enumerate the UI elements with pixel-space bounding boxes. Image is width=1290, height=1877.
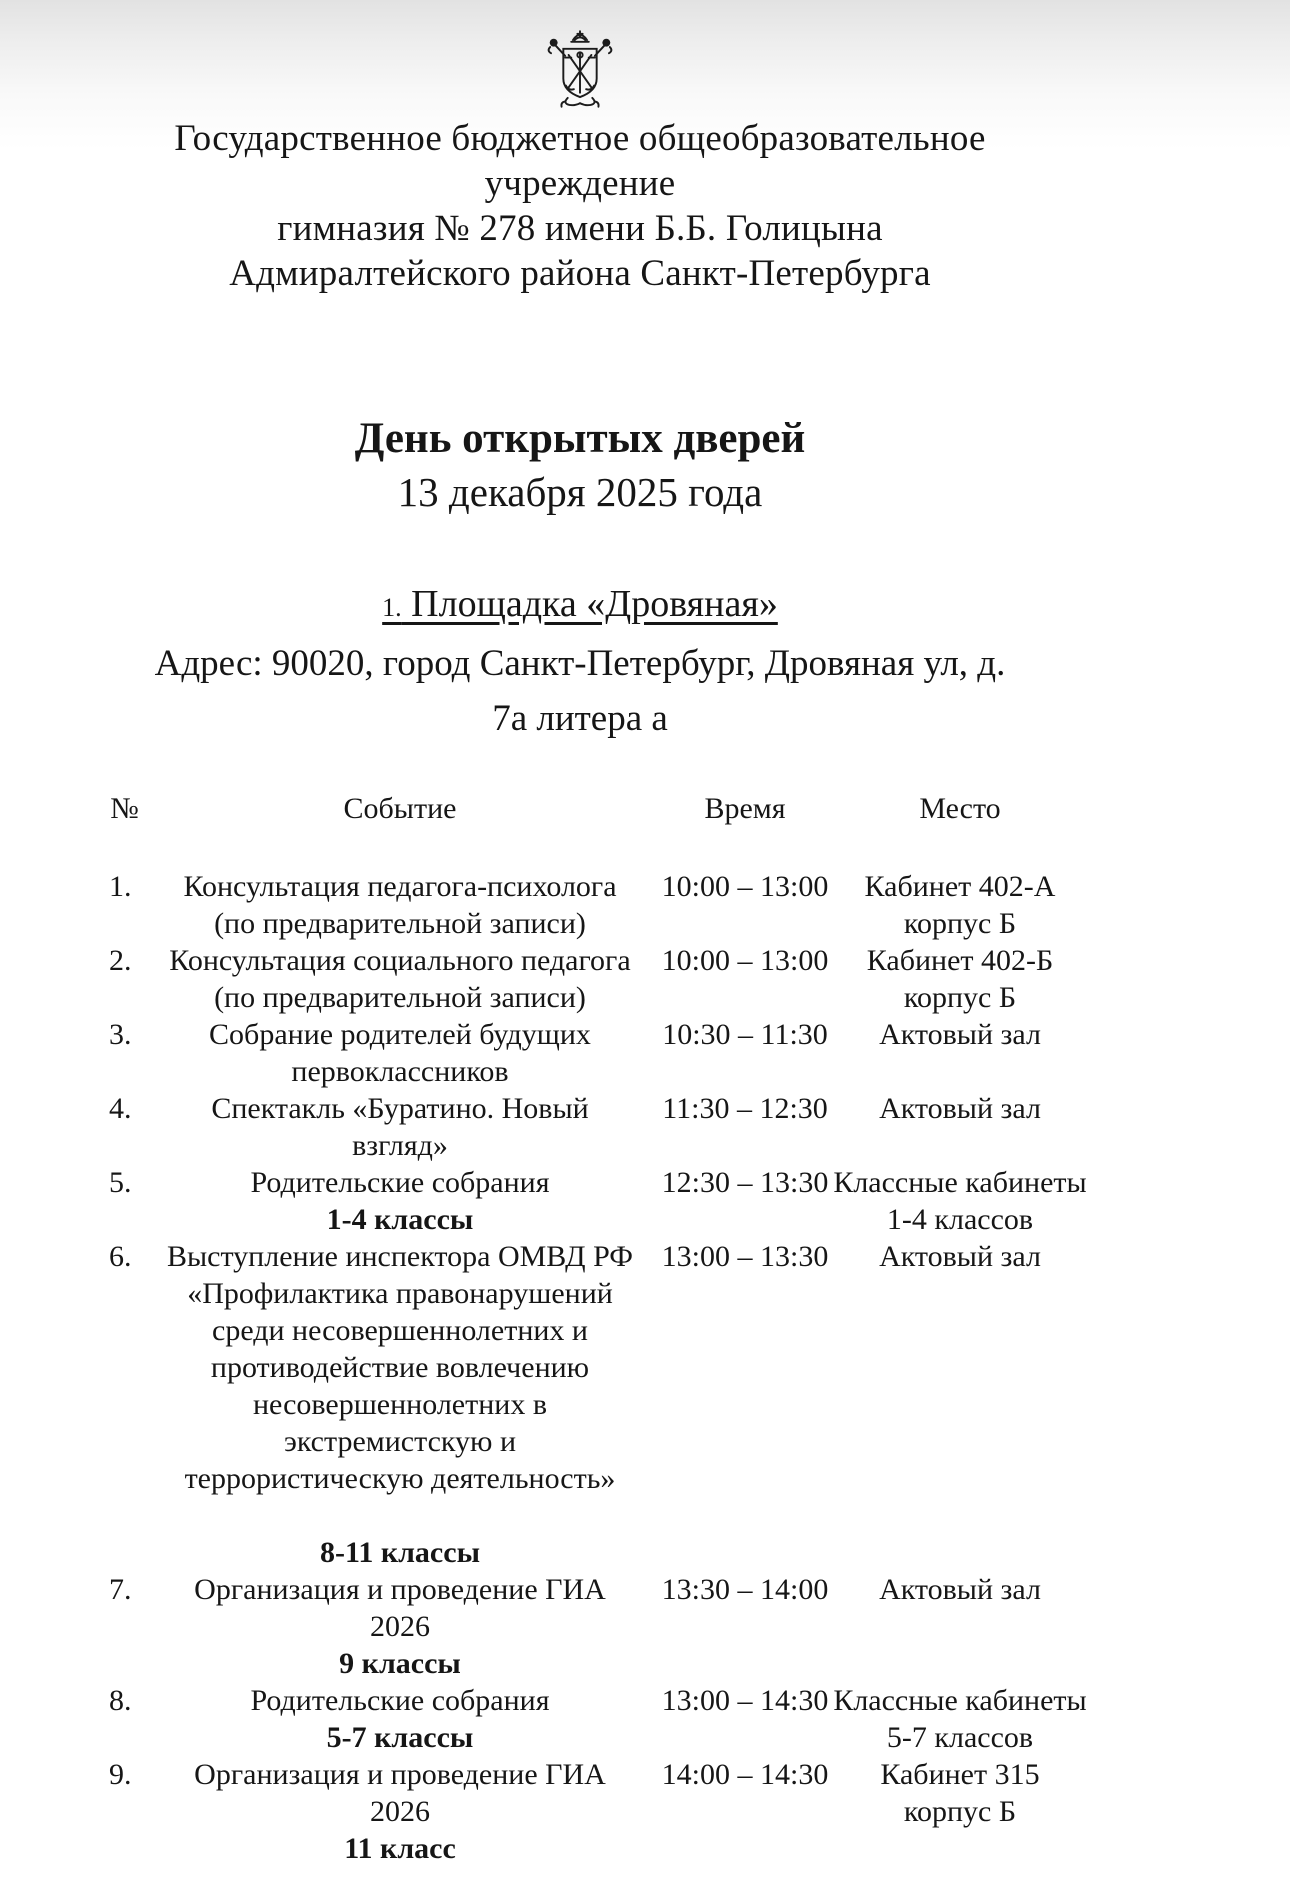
- event-classes-line: 9 классы: [339, 1647, 461, 1680]
- event-cell: [140, 1164, 660, 1238]
- text-line: 2026: [370, 1795, 430, 1828]
- text-line: Консультация педагога-психолога: [183, 870, 617, 903]
- table-row: [95, 942, 1090, 1016]
- row-number: 9.: [109, 1758, 132, 1791]
- text-line: среди несовершеннолетних и: [212, 1314, 588, 1347]
- event-cell: [140, 1238, 660, 1571]
- text-line: противодействие вовлечению: [210, 1351, 590, 1384]
- event-cell: [140, 1016, 660, 1090]
- time-cell: 10:00 – 13:00: [661, 944, 829, 977]
- text-line: Организация и проведение ГИА: [194, 1758, 606, 1791]
- text-line: 5-7 классов: [886, 1721, 1034, 1754]
- place-cell: [830, 1164, 1090, 1238]
- place-cell: [830, 1090, 1090, 1164]
- table-row: [95, 1571, 1090, 1682]
- venue-number: 1.: [382, 593, 402, 622]
- text-line: Спектакль «Буратино. Новый: [211, 1092, 589, 1125]
- row-number: 5.: [109, 1166, 132, 1199]
- address-line: Адрес: 90020, город Санкт-Петербург, Дровяная ул, д.: [154, 643, 1006, 684]
- row-number: 6.: [109, 1240, 132, 1273]
- text-line: корпус Б: [903, 907, 1017, 940]
- time-cell: 12:30 – 13:30: [661, 1166, 829, 1199]
- text-line: Актовый зал: [879, 1018, 1041, 1051]
- event-cell: [140, 868, 660, 942]
- text-line: Классные кабинеты: [833, 1684, 1087, 1717]
- text-line: взгляд»: [352, 1129, 448, 1162]
- text-line: [140, 1497, 660, 1534]
- schedule-rows: [95, 868, 1090, 1867]
- text-line: (по предварительной записи): [214, 981, 586, 1014]
- table-row: [95, 1756, 1090, 1867]
- place-cell: [830, 1238, 1090, 1571]
- row-number: 3.: [109, 1018, 132, 1051]
- text-line: Выступление инспектора ОМВД РФ: [166, 1240, 633, 1273]
- text-line: Актовый зал: [879, 1573, 1041, 1606]
- text-line: корпус Б: [903, 981, 1017, 1014]
- venue-heading: [0, 580, 1160, 632]
- row-number: 8.: [109, 1684, 132, 1717]
- text-line: (по предварительной записи): [214, 907, 586, 940]
- event-date: 13 декабря 2025 года: [397, 469, 763, 515]
- org-name: [0, 116, 1160, 296]
- venue-name: Площадка «Дровяная»: [401, 583, 778, 625]
- row-number: 7.: [109, 1573, 132, 1606]
- text-line: Собрание родителей будущих: [209, 1018, 591, 1051]
- header-place: Место: [919, 792, 1001, 825]
- place-cell: [830, 1016, 1090, 1090]
- event-classes-line: 8-11 классы: [319, 1536, 480, 1569]
- org-line: Адмиралтейского района Санкт-Петербурга: [229, 253, 931, 294]
- table-row: [95, 868, 1090, 942]
- table-row: [95, 1238, 1090, 1571]
- text-line: Организация и проведение ГИА: [194, 1573, 606, 1606]
- venue-address: [0, 636, 1160, 746]
- text-line: Классные кабинеты: [833, 1166, 1087, 1199]
- row-number: 2.: [109, 944, 132, 977]
- org-line: Государственное бюджетное общеобразовательное: [174, 118, 986, 159]
- header-time: Время: [704, 792, 786, 825]
- time-cell: 11:30 – 12:30: [662, 1092, 828, 1125]
- row-number: 1.: [109, 870, 132, 903]
- text-line: Кабинет 402-А: [864, 870, 1056, 903]
- text-line: Родительские собрания: [250, 1684, 550, 1717]
- text-line: Актовый зал: [879, 1092, 1041, 1125]
- place-cell: [830, 1682, 1090, 1756]
- event-cell: [140, 942, 660, 1016]
- header-num: №: [110, 792, 139, 825]
- event-classes-line: 11 класс: [344, 1832, 456, 1865]
- text-line: Консультация социального педагога: [169, 944, 631, 977]
- row-number: 4.: [109, 1092, 132, 1125]
- time-cell: 13:00 – 13:30: [661, 1240, 829, 1273]
- schedule-table: [95, 790, 1090, 1867]
- table-row: [95, 1090, 1090, 1164]
- page-title: День открытых дверей: [354, 415, 806, 462]
- time-cell: 14:00 – 14:30: [661, 1758, 829, 1791]
- event-classes-line: 5-7 классы: [326, 1721, 474, 1754]
- text-line: Актовый зал: [879, 1240, 1041, 1273]
- place-cell: [830, 942, 1090, 1016]
- event-classes-line: 1-4 классы: [326, 1203, 474, 1236]
- venue-heading-text: [382, 583, 778, 625]
- event-cell: [140, 1090, 660, 1164]
- address-line: 7а литера а: [492, 698, 668, 739]
- org-line: гимназия № 278 имени Б.Б. Голицына: [277, 208, 883, 249]
- time-cell: 13:00 – 14:30: [661, 1684, 829, 1717]
- text-line: Кабинет 402-Б: [866, 944, 1054, 977]
- time-cell: 10:30 – 11:30: [662, 1018, 828, 1051]
- event-cell: [140, 1682, 660, 1756]
- table-row: [95, 1164, 1090, 1238]
- table-row: [95, 1682, 1090, 1756]
- text-line: корпус Б: [903, 1795, 1017, 1828]
- header-event: Событие: [343, 792, 457, 825]
- text-line: экстремистскую и: [283, 1425, 517, 1458]
- schedule-header-row: [95, 790, 1090, 828]
- org-line: учреждение: [484, 163, 676, 204]
- text-line: «Профилактика правонарушений: [187, 1277, 613, 1310]
- text-line: 1-4 классов: [886, 1203, 1034, 1236]
- event-cell: [140, 1756, 660, 1867]
- text-line: террористическую деятельность»: [184, 1462, 616, 1495]
- time-cell: 13:30 – 14:00: [661, 1573, 829, 1606]
- time-cell: 10:00 – 13:00: [661, 870, 829, 903]
- text-line: Родительские собрания: [250, 1166, 550, 1199]
- table-row: [95, 1016, 1090, 1090]
- text-line: Кабинет 315: [880, 1758, 1040, 1791]
- event-cell: [140, 1571, 660, 1682]
- place-cell: [830, 1571, 1090, 1682]
- text-line: первоклассников: [291, 1055, 509, 1088]
- place-cell: [830, 1756, 1090, 1867]
- spb-coat-of-arms-icon: [0, 26, 1160, 110]
- text-line: несовершеннолетних в: [252, 1388, 548, 1421]
- place-cell: [830, 868, 1090, 942]
- text-line: 2026: [370, 1610, 430, 1643]
